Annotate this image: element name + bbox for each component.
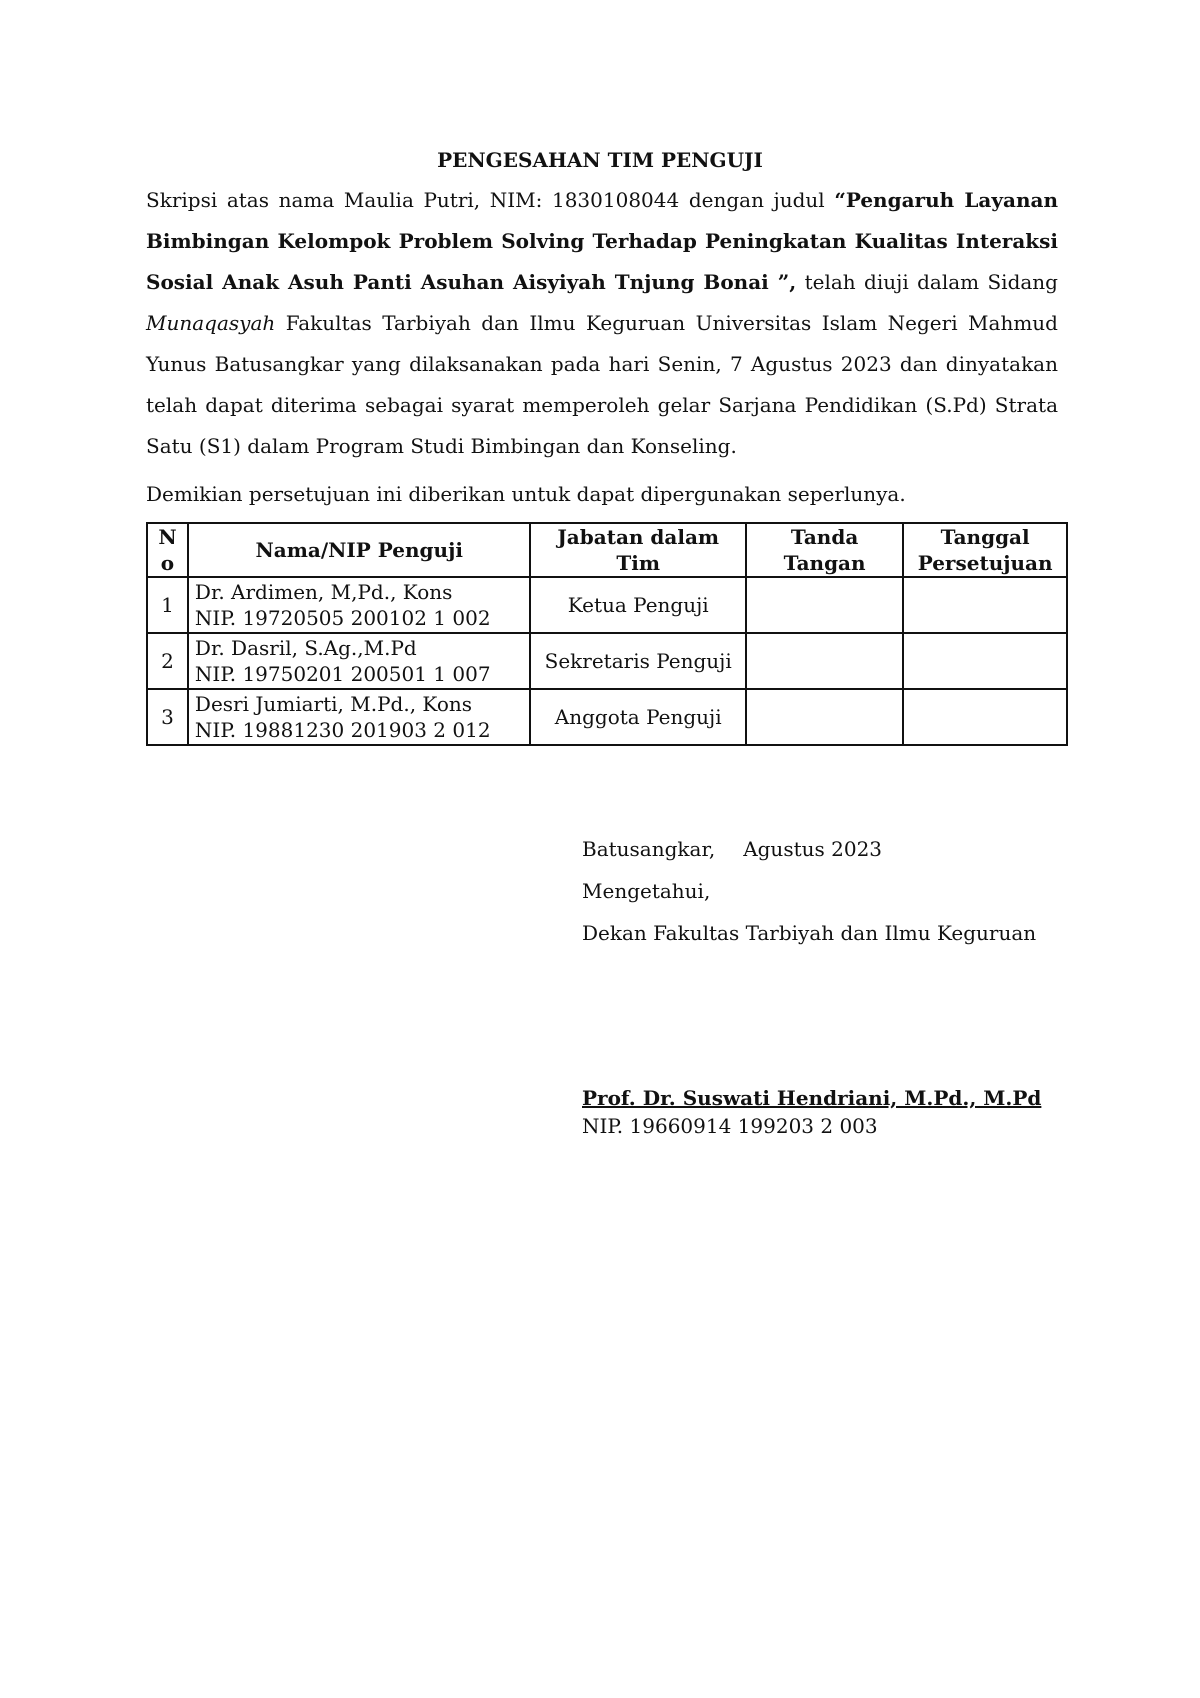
signature-cell — [746, 577, 903, 633]
table-row — [147, 633, 1067, 689]
signature-place: Batusangkar, — [582, 837, 716, 861]
body-paragraph — [146, 180, 1058, 467]
examiner-cell — [188, 689, 531, 745]
examiner-role: Ketua Penguji — [530, 577, 745, 633]
header-no: N o — [147, 523, 188, 577]
page-title: PENGESAHAN TIM PENGUJI — [437, 148, 763, 172]
table-row — [147, 577, 1067, 633]
examiner-nip: NIP. 19720505 200102 1 002 — [194, 606, 491, 630]
examiner-cell — [188, 577, 531, 633]
thesis-title: “Pengaruh Layanan Bimbingan Kelompok Problem Solving Terhadap Peningkatan Kualitas Interaksi Sosial Anak Asuh Panti Asuhan Aisyiyah Tnjung Bonai ”, — [146, 188, 1058, 294]
place-date-line — [582, 828, 1036, 870]
examiner-name: Desri Jumiarti, M.Pd., Kons — [194, 692, 473, 716]
signer-position: Dekan Fakultas Tarbiyah dan Ilmu Keguruan — [582, 921, 1037, 945]
row-number: 3 — [147, 689, 188, 745]
examiner-name: Dr. Ardimen, M,Pd., Kons — [194, 580, 453, 604]
examiner-role: Sekretaris Penguji — [530, 633, 745, 689]
signature-cell — [746, 633, 903, 689]
signature-block — [582, 828, 1036, 954]
header-signature: Tanda Tangan — [746, 523, 903, 577]
examiner-nip: NIP. 19881230 201903 2 012 — [194, 718, 491, 742]
signature-cell — [746, 689, 903, 745]
examiner-cell — [188, 633, 531, 689]
acknowledged-label: Mengetahui, — [582, 879, 711, 903]
approval-date-cell — [903, 577, 1067, 633]
approval-date-cell — [903, 689, 1067, 745]
paragraph-rest: Fakultas Tarbiyah dan Ilmu Keguruan Universitas Islam Negeri Mahmud Yunus Batusangkar yang dilaksanakan pada hari Senin, 7 Agustus 2023 dan dinyatakan telah dapat diterima sebagai syarat memperoleh gelar Sarjana Pendidikan (S.Pd) Strata Satu (S1) dalam Program Studi Bimbingan dan Konseling. — [146, 311, 1058, 458]
header-name: Nama/NIP Penguji — [188, 523, 531, 577]
approval-date-cell — [903, 633, 1067, 689]
header-role: Jabatan dalam Tim — [530, 523, 745, 577]
table-header-row — [147, 523, 1067, 577]
table-row — [147, 689, 1067, 745]
signature-date: Agustus 2023 — [743, 837, 883, 861]
session-term: Munaqasyah — [146, 311, 276, 335]
examiner-name: Dr. Dasril, S.Ag.,M.Pd — [194, 636, 417, 660]
paragraph-middle: telah diuji dalam Sidang — [796, 270, 1058, 294]
row-number: 2 — [147, 633, 188, 689]
row-number: 1 — [147, 577, 188, 633]
signer-block — [582, 1084, 1041, 1140]
examiners-table — [146, 522, 1068, 746]
signer-name: Prof. Dr. Suswati Hendriani, M.Pd., M.Pd — [582, 1086, 1042, 1110]
examiner-role: Anggota Penguji — [530, 689, 745, 745]
paragraph-intro: Skripsi atas nama Maulia Putri, NIM: 1830108044 dengan judul — [146, 188, 835, 212]
closing-statement: Demikian persetujuan ini diberikan untuk dapat dipergunakan seperlunya. — [146, 482, 906, 506]
header-approval-date: Tanggal Persetujuan — [903, 523, 1067, 577]
signer-nip: NIP. 19660914 199203 2 003 — [582, 1114, 878, 1138]
examiner-nip: NIP. 19750201 200501 1 007 — [194, 662, 491, 686]
